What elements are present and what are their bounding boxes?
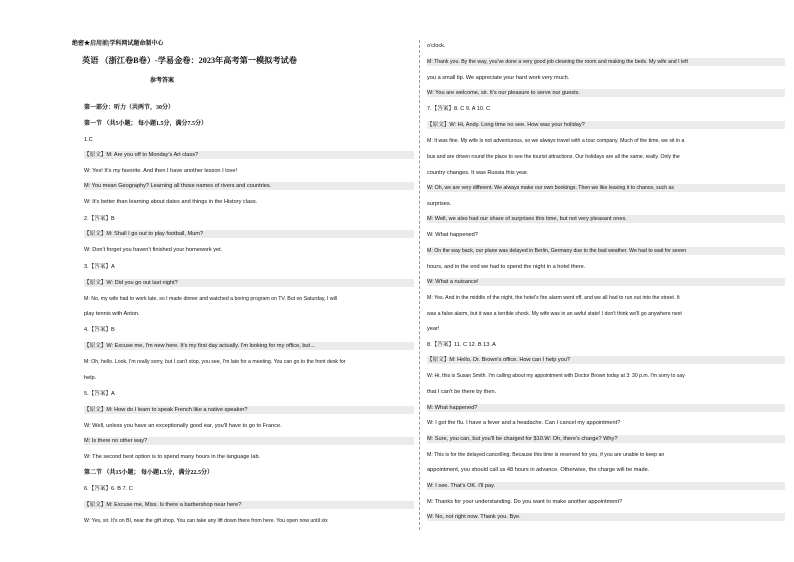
transcript-line: M: Well, we also had our share of surprises this time, but not very pleasant ones. <box>427 216 627 222</box>
answer-2: 2.【答案】B <box>84 216 115 222</box>
transcript-line: W: It's better than learning about dates and things in the History class. <box>84 199 258 205</box>
column-divider <box>419 40 420 530</box>
answer-8: 8.【答案】11. C 12. B 13. A <box>427 342 496 348</box>
transcript-line: W: Yes, sir. It's on Bl, near the gift shop. You can take any lift down there from here. You open now until six <box>84 518 328 524</box>
transcript-line: W: I got the flu. I have a fever and a headache. Can I cancel my appointment? <box>427 420 621 426</box>
transcript-line: 【原文】M: How do I learn to speak French like a native speaker? <box>84 407 248 413</box>
transcript-line: W: No, not right now. Thank you. Bye. <box>427 514 521 520</box>
transcript-line: surprises. <box>427 201 452 207</box>
transcript-line: M: Oh, hello. Look, I'm really sorry, but I can't stop, you see, I'm late for a meeting. You can go to the front desk for <box>84 359 346 365</box>
transcript-line: W: Oh, we are very different. We always make our own bookings. Then we like leaving it to chance, such as <box>427 185 675 191</box>
transcript-line: W: Hi, this is Susan Smith. I'm calling about my appointment with Doctor Brown today at 3: 30 p.m. I'm sorry to say <box>427 373 685 379</box>
transcript-line: 【原文】W: Did you go out last night? <box>84 280 178 286</box>
transcript-line: 【原文】M: Shall I go out to play football, Mum? <box>84 231 204 237</box>
answer-5: 5.【答案】A <box>84 391 115 397</box>
transcript-line: M: What happened? <box>427 405 478 411</box>
transcript-line: 【原文】W: Hi, Andy. Long time no see. How was your holiday? <box>427 122 585 128</box>
transcript-line: M: Yes. And in the middle of the night, the hotel's fire alarm went off, and we all had to run out into the street. It <box>427 295 680 301</box>
section2-heading: 第二节 （共15小题； 每小题1.5分，满分22.5分） <box>84 470 214 476</box>
page-subtitle: 参考答案 <box>150 78 175 84</box>
transcript-line: W: What a nuisance! <box>427 279 479 285</box>
transcript-line: M: Is there no other way? <box>84 438 148 444</box>
part1-heading: 第一部分：听力（共两节，30分） <box>84 105 175 111</box>
transcript-line: M: No, my wife had to work late, so I made dinner and watched a boring program on TV. But on Saturday, I will <box>84 296 338 302</box>
transcript-line: M: Thank you. By the way, you've done a very good job cleaning the room and making the beds. My wife and I left <box>427 59 688 65</box>
transcript-line: M: It was fine. My wife is not adventurous, so we always travel with a tour company. Much of the time, we sit in a <box>427 138 685 144</box>
transcript-line: 【原文】M: Excuse me, Miss. Is there a barbershop near here? <box>84 502 242 508</box>
transcript-line: W: You are welcome, sir. It's our pleasure to serve our guests. <box>427 90 581 96</box>
transcript-line: W: The second best option is to spend many hours in the language lab. <box>84 454 261 460</box>
transcript-line: W: Yes! It's my favorite. And then I have another lesson I love! <box>84 168 238 174</box>
page-title: 英语 （浙江卷B卷）-学易金卷：2023年高考第一模拟考试卷 <box>82 56 297 65</box>
transcript-line: W: Well, unless you have an exceptionally good ear, you'll have to go to France. <box>84 423 282 429</box>
transcript-line: 【原文】M: Hello, Dr. Brown's office. How can I help you? <box>427 357 571 363</box>
transcript-line: that I can't be there by then. <box>427 389 497 395</box>
transcript-line: W: Don't forget you haven't finished your homework yet. <box>84 247 223 253</box>
transcript-line: W: What happened? <box>427 232 478 238</box>
transcript-line: you a small tip. We appreciate your hard work very much. <box>427 75 570 81</box>
transcript-line: was a false alarm, but it was a terrible shock. My wife was in an awful state! I don't think we'll go anywhere next <box>427 311 682 317</box>
transcript-line: M: This is for the delayed cancelling. Because this time is reserved for you, if you are unable to keep an <box>427 452 665 458</box>
section1-heading: 第一节 （共5小题； 每小题1.5分，满分7.5分） <box>84 121 208 127</box>
transcript-line: help. <box>84 375 97 381</box>
transcript-line: play tennis with Anton. <box>84 311 140 317</box>
transcript-line: M: On the way back, our plane was delayed in Berlin, Germany due to the bad weather. We had to wait for seven <box>427 248 687 254</box>
header-org: 绝密★启用前|学科网试题命制中心 <box>72 41 164 47</box>
answer-1: 1.C <box>84 137 93 143</box>
transcript-line: hours, and in the end we had to spend the night in a hotel there. <box>427 264 586 270</box>
transcript-line: M: Thanks for your understanding. Do you want to make another appointment? <box>427 499 623 505</box>
answer-7: 7.【答案】8. C 9. A 10. C <box>427 106 491 112</box>
transcript-line: o'clock. <box>427 43 446 49</box>
transcript-line: country changes. It was Russia this year. <box>427 170 529 176</box>
transcript-line: 【原文】M: Are you off to Monday's Art class? <box>84 152 199 158</box>
transcript-line: 【原文】W: Excuse me, I'm new here. It's my first day actually. I'm looking for my office, but... <box>84 343 315 349</box>
transcript-line: year! <box>427 326 440 332</box>
transcript-line: M: Sure, you can, but you'll be charged for $10.W: Oh, there's charge? Why? <box>427 436 618 442</box>
transcript-line: M: You mean Geography? Learning all those names of rivers and countries. <box>84 183 272 189</box>
transcript-line: bus and are driven round the place to see the tourist attractions. Our holidays are all the same, really. Only the <box>427 154 680 160</box>
answer-4: 4.【答案】B <box>84 327 115 333</box>
answer-6: 6.【答案】6. B 7. C <box>84 486 133 492</box>
answer-3: 3.【答案】A <box>84 264 115 270</box>
transcript-line: W: I see. That's OK. I'll pay. <box>427 483 496 489</box>
transcript-line: appointment, you should call us 48 hours in advance. Otherwise, the charge will be made. <box>427 467 650 473</box>
